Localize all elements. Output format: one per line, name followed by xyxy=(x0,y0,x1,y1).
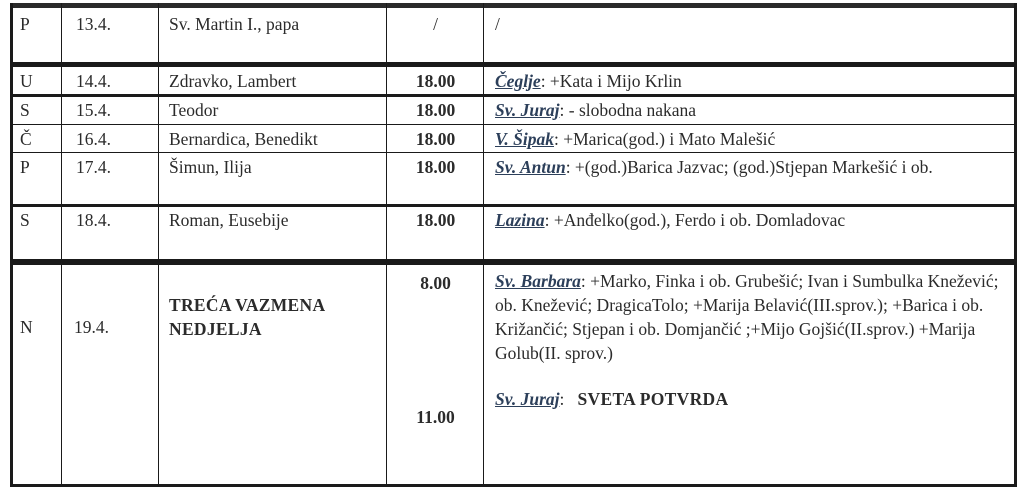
intention-cell xyxy=(484,125,1014,153)
intention-text: : +(god.)Barica Jazvac; (god.)Stjepan Markešić i ob. xyxy=(565,157,933,177)
time-cell: 18.00 xyxy=(415,210,456,230)
intention-text: / xyxy=(495,14,500,34)
intention-text: : +Kata i Mijo Krlin xyxy=(540,71,682,91)
first-mass-time: 8.00 xyxy=(420,273,451,293)
sunday-name-cell xyxy=(159,265,387,484)
saint-name-cell: Teodor xyxy=(169,100,219,120)
table-row xyxy=(13,8,1014,65)
day-cell: Č xyxy=(20,129,32,149)
time-cell: 18.00 xyxy=(415,100,456,120)
time-cell: 18.00 xyxy=(415,157,456,177)
saint-name-cell: Zdravko, Lambert xyxy=(169,71,297,91)
confirmation-label: SVETA POTVRDA xyxy=(577,389,729,409)
table-row xyxy=(13,125,1014,153)
date-cell: 19.4. xyxy=(74,317,109,337)
intention-text: : - slobodna nakana xyxy=(559,100,697,120)
date-cell: 14.4. xyxy=(76,71,111,91)
second-mass-time: 11.00 xyxy=(416,407,455,427)
day-cell: U xyxy=(20,71,33,91)
church-name: Čeglje xyxy=(495,71,541,91)
time-cell: 18.00 xyxy=(415,129,456,149)
day-cell: S xyxy=(20,210,30,230)
day-cell: N xyxy=(20,317,33,337)
intention-cell xyxy=(484,207,1014,257)
intention-separator: : xyxy=(559,389,578,409)
day-cell: S xyxy=(20,100,30,120)
table-row xyxy=(13,67,1014,95)
church-name: Sv. Juraj xyxy=(495,100,560,120)
second-mass-intention xyxy=(495,387,1004,411)
intention-cell xyxy=(484,67,1014,95)
intention-cell xyxy=(484,97,1014,125)
church-name: V. Šipak xyxy=(495,129,555,149)
time-cell: / xyxy=(433,14,438,34)
table-row xyxy=(13,207,1014,257)
date-cell: 17.4. xyxy=(76,157,111,177)
sunday-name-line2: NEDJELJA xyxy=(169,319,262,339)
saint-name-cell: Sv. Martin I., papa xyxy=(169,14,300,34)
date-cell: 18.4. xyxy=(76,210,111,230)
date-cell: 16.4. xyxy=(76,129,111,149)
first-mass-intention xyxy=(495,269,1004,365)
time-cell xyxy=(387,265,484,484)
day-cell: P xyxy=(20,14,30,34)
saint-name-cell: Bernardica, Benedikt xyxy=(169,129,318,149)
church-name: Sv. Barbara xyxy=(495,271,581,291)
column-divider xyxy=(61,3,62,484)
date-cell: 13.4. xyxy=(76,14,111,34)
intention-text: : +Anđelko(god.), Ferdo i ob. Domladovac xyxy=(544,210,846,230)
church-name: Lazina xyxy=(495,210,545,230)
intention-cell xyxy=(484,8,1014,65)
saint-name-cell: Šimun, Ilija xyxy=(169,157,252,177)
intention-text: : +Marko, Finka i ob. Grubešić; Ivan i Sumbulka Knežević; ob. Knežević; DragicaTolo; +Marija Belavić(III.sprov.); +Barica i ob. Križančić; Stjepan i ob. Domjančić ;+Mijo Gojšić(II.sprov.) +Marija Golub(II. sprov.) xyxy=(495,271,999,363)
column-divider xyxy=(386,3,387,484)
sunday-name-line1: TREĆA VAZMENA xyxy=(169,295,326,315)
date-cell: 15.4. xyxy=(76,100,111,120)
table-row xyxy=(13,97,1014,125)
intention-cell xyxy=(484,265,1014,484)
time-cell: 18.00 xyxy=(415,71,456,91)
column-divider xyxy=(158,3,159,484)
church-name: Sv. Juraj xyxy=(495,389,560,409)
day-cell: P xyxy=(20,157,30,177)
church-name: Sv. Antun xyxy=(495,157,566,177)
intention-text: : +Marica(god.) i Mato Malešić xyxy=(554,129,776,149)
mass-schedule-table xyxy=(10,3,1017,487)
saint-name-cell: Roman, Eusebije xyxy=(169,210,289,230)
intention-cell xyxy=(484,153,1014,205)
table-row-sunday xyxy=(13,265,1014,484)
table-row xyxy=(13,153,1014,205)
column-divider xyxy=(483,3,484,484)
